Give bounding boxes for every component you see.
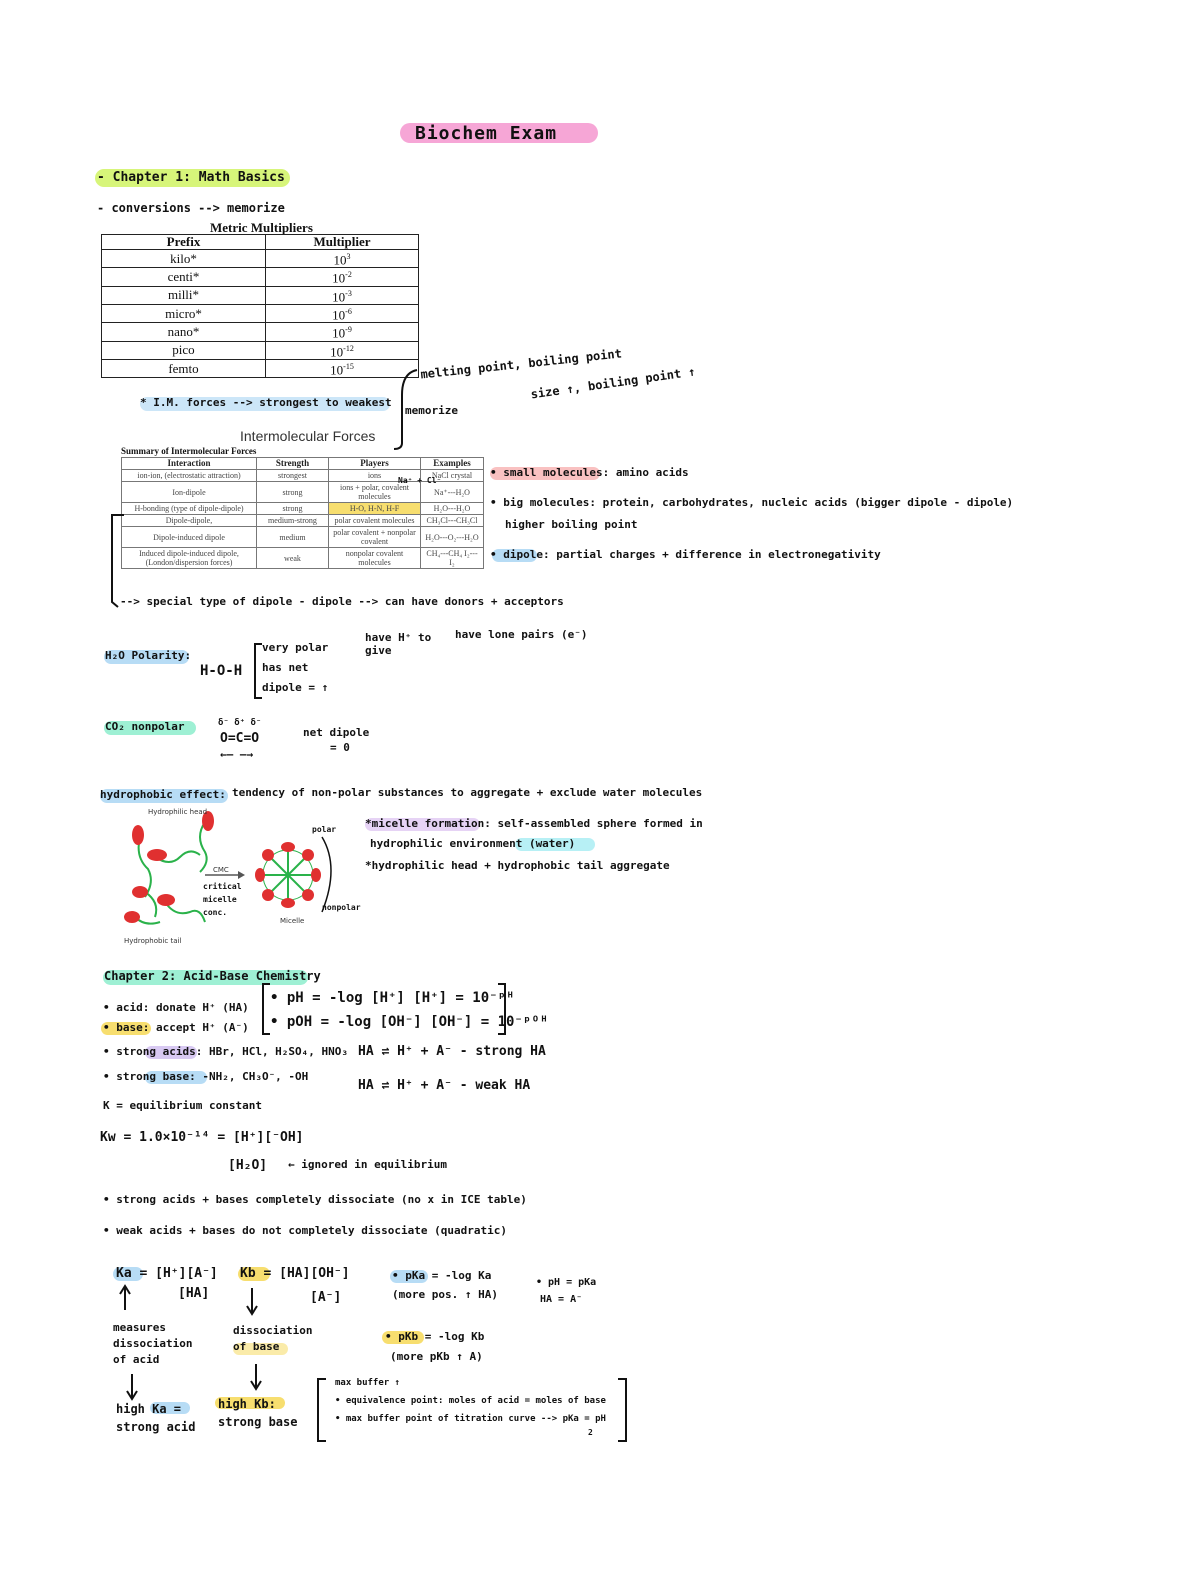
strong-dissociate: • strong acids + bases completely dissociate (no x in ICE table)	[103, 1193, 527, 1206]
imf-table	[121, 457, 484, 569]
ka-formula: Ka = [H⁺][A⁻]	[116, 1266, 218, 1281]
metric-base: 10	[332, 325, 346, 341]
note-small-molecules: • small molecules: amino acids	[490, 466, 689, 479]
imf-interaction: Dipole-dipole,	[122, 515, 257, 527]
metric-header-prefix: Prefix	[102, 235, 266, 250]
kb-formula: Kb = [HA][OH⁻]	[240, 1266, 350, 1281]
micelle-side-bracket	[322, 837, 331, 912]
metric-base: 10	[332, 270, 346, 286]
ph-bracket	[258, 980, 518, 1040]
h2o-note-3: dipole = ↑	[262, 681, 329, 694]
metric-prefix: micro*	[102, 304, 266, 322]
metric-base: 10	[330, 362, 344, 378]
metric-exponent: -6	[345, 306, 352, 316]
co2-note-1: net dipole	[303, 726, 370, 739]
metric-multiplier	[266, 250, 419, 268]
buffer-note-3b: 2	[588, 1428, 593, 1437]
buffer-note-2: • equivalence point: moles of acid = moles of base	[335, 1396, 606, 1406]
co2-label: CO₂ nonpolar	[105, 720, 185, 733]
imf-right-note-1: melting point, boiling point	[419, 346, 623, 382]
imf-header-examples: Examples	[421, 458, 484, 470]
metric-caption: Metric Multipliers	[210, 220, 313, 235]
base-def: • base: accept H⁺ (A⁻)	[103, 1021, 249, 1034]
co2-note-2: = 0	[330, 741, 350, 754]
ch1-heading: - Chapter 1: Math Basics	[97, 170, 285, 185]
cmc-label: CMC	[213, 866, 229, 874]
imf-caption: Summary of Intermolecular Forces	[121, 446, 257, 456]
imf-players: H-O, H-N, H-F	[329, 503, 421, 515]
metric-row	[102, 286, 419, 304]
head-label: Hydrophilic head	[148, 808, 208, 816]
metric-header-multiplier: Multiplier	[266, 235, 419, 250]
donor-note: have H⁺ to give	[365, 631, 432, 657]
imf-row	[122, 503, 484, 515]
imf-interaction: Ion-dipole	[122, 482, 257, 503]
imf-interaction: Dipole-induced dipole	[122, 527, 257, 548]
micelle-label: Micelle	[280, 917, 305, 925]
cmc-arrowhead	[238, 871, 245, 879]
strong-acids: • strong acids: HBr, HCl, H₂SO₄, HNO₃	[103, 1045, 349, 1058]
note-higher-boiling: higher boiling point	[505, 518, 638, 531]
equilibrium-strong: HA ⇌ H⁺ + A⁻ - strong HA	[358, 1044, 546, 1059]
nacl-note: Na⁺ + Cl⁻	[398, 476, 442, 485]
poh-formula: • pOH = -log [OH⁻] [OH⁻] = 10⁻ᵖᴼᴴ	[270, 1014, 549, 1030]
metric-base: 10	[332, 307, 346, 323]
imf-header-interaction: Interaction	[122, 458, 257, 470]
imf-interaction: Induced dipole-induced dipole, (London/dispersion forces)	[122, 548, 257, 569]
co2-arrows: ←— —→	[220, 748, 254, 761]
imf-interaction: H-bonding (type of dipole-dipole)	[122, 503, 257, 515]
pka-eq-2: HA = A⁻	[540, 1294, 583, 1305]
cmc-note: critical micelle conc.	[203, 882, 242, 917]
kw-ignored: ← ignored in equilibrium	[288, 1158, 447, 1171]
imf-examples: H₂O---H₂O	[421, 503, 484, 515]
polar-label: polar	[312, 825, 337, 834]
imf-header-strength: Strength	[257, 458, 329, 470]
equilibrium-weak: HA ⇌ H⁺ + A⁻ - weak HA	[358, 1078, 531, 1093]
page-title: Biochem Exam	[415, 123, 558, 144]
tail-label: Hydrophobic tail	[124, 937, 182, 945]
metric-row	[102, 323, 419, 341]
ka-denominator: [HA]	[178, 1286, 210, 1301]
metric-prefix: centi*	[102, 268, 266, 286]
metric-multiplier	[266, 323, 419, 341]
conversions-note: - conversions --> memorize	[97, 201, 285, 215]
hydrophobic-label: hydrophobic effect:	[100, 788, 226, 801]
imf-note: * I.M. forces --> strongest to weakest	[140, 396, 392, 409]
metric-row	[102, 341, 419, 359]
high-kb: high Kb: strong base	[218, 1397, 298, 1429]
imf-title: Intermolecular Forces	[240, 428, 376, 444]
metric-exponent: 3	[346, 252, 351, 261]
metric-exponent: -2	[345, 270, 352, 280]
imf-row	[122, 515, 484, 527]
imf-examples: H₂O---O₂---H₂O	[421, 527, 484, 548]
h2o-formula: H-O-H	[200, 663, 243, 679]
pkb-note: (more pKb ↑ A)	[390, 1350, 483, 1363]
micelle-note-3: *hydrophilic head + hydrophobic tail aggregate	[365, 859, 670, 872]
metric-prefix: femto	[102, 359, 266, 377]
micelle-note-1: *micelle formation: self-assembled sphere formed in	[365, 817, 703, 830]
co2-formula: O=C=O	[220, 731, 260, 746]
kb-denominator: [A⁻]	[310, 1290, 342, 1305]
imf-players: polar covalent molecules	[329, 515, 421, 527]
head-1	[132, 825, 144, 845]
head-4	[132, 886, 148, 898]
imf-interaction: ion-ion, (electrostatic attraction)	[122, 470, 257, 482]
kw-equation: Kw = 1.0×10⁻¹⁴ = [H⁺][⁻OH]	[100, 1130, 304, 1145]
metric-row	[102, 304, 419, 322]
kw-denominator: [H₂O]	[228, 1158, 268, 1173]
imf-row	[122, 527, 484, 548]
buffer-note-1: max buffer ↑	[335, 1378, 401, 1388]
metric-row	[102, 359, 419, 377]
imf-strength: strong	[257, 503, 329, 515]
ka-measure: measures dissociation of acid	[113, 1321, 193, 1366]
kb-measure: dissociation of base	[233, 1324, 313, 1353]
buffer-note-3: • max buffer point of titration curve --> pKa = pH	[335, 1414, 606, 1424]
metric-base: 10	[330, 343, 344, 359]
imf-strength: strongest	[257, 470, 329, 482]
imf-players: ions	[329, 470, 421, 482]
co2-charges: δ⁻ δ⁺ δ⁻	[218, 718, 262, 728]
pka-formula: • pKa = -log Ka	[392, 1269, 492, 1282]
metric-row	[102, 268, 419, 286]
imf-examples: CH₃Cl---CH₃Cl	[421, 515, 484, 527]
metric-exponent: -3	[345, 288, 352, 298]
pka-eq: • pH = pKa	[536, 1277, 597, 1288]
strong-bases: • strong base: -NH₂, CH₃O⁻, -OH	[103, 1070, 309, 1083]
metric-exponent: -12	[343, 343, 354, 353]
metric-prefix: pico	[102, 341, 266, 359]
imf-memorize: memorize	[405, 404, 458, 417]
pkb-formula: • pKb = -log Kb	[385, 1330, 485, 1343]
pka-note: (more pos. ↑ HA)	[392, 1288, 498, 1301]
metric-multiplier	[266, 304, 419, 322]
imf-players: ions + polar, covalent molecules	[329, 482, 421, 503]
h2o-note-2: has net	[262, 661, 309, 674]
micelle-sphere	[255, 842, 321, 908]
high-ka: high Ka = strong acid	[116, 1402, 196, 1434]
hbond-note: --> special type of dipole - dipole --> can have donors + acceptors	[120, 595, 564, 608]
imf-header-players: Players	[329, 458, 421, 470]
k-def: K = equilibrium constant	[103, 1099, 262, 1112]
imf-row	[122, 548, 484, 569]
head-2	[147, 849, 167, 861]
imf-strength: medium-strong	[257, 515, 329, 527]
imf-strength: weak	[257, 548, 329, 569]
ph-formula: • pH = -log [H⁺] [H⁺] = 10⁻ᵖᴴ	[270, 990, 515, 1006]
h2o-note-1: very polar	[262, 641, 329, 654]
metric-exponent: -9	[345, 325, 352, 335]
hydrophobic-text: tendency of non-polar substances to aggregate + exclude water molecules	[232, 786, 703, 799]
metric-base: 10	[332, 288, 346, 304]
imf-examples: Na⁺---H₂O	[421, 482, 484, 503]
nonpolar-label: nonpolar	[322, 903, 361, 912]
metric-table	[101, 234, 419, 378]
ch2-heading: Chapter 2: Acid-Base Chemistry	[104, 969, 321, 983]
surfactant-molecules	[135, 822, 207, 924]
acceptor-note: have lone pairs (e⁻)	[455, 628, 588, 641]
weak-dissociate: • weak acids + bases do not completely dissociate (quadratic)	[103, 1224, 507, 1237]
h2o-label: H₂O Polarity:	[105, 649, 192, 662]
head-5	[157, 894, 175, 906]
metric-prefix: milli*	[102, 286, 266, 304]
imf-examples: NaCl crystal	[421, 470, 484, 482]
acid-def: • acid: donate H⁺ (HA)	[103, 1001, 249, 1014]
note-dipole: • dipole: partial charges + difference in electronegativity	[490, 548, 881, 561]
imf-players: nonpolar covalent molecules	[329, 548, 421, 569]
imf-players: polar covalent + nonpolar covalent	[329, 527, 421, 548]
note-big-molecules: • big molecules: protein, carbohydrates, nucleic acids (bigger dipole - dipole)	[490, 496, 1014, 509]
imf-right-note-2: size ↑, boiling point ↑	[529, 364, 697, 402]
metric-base: 10	[333, 252, 347, 268]
imf-examples: CH₄---CH₄ I₂---I₂	[421, 548, 484, 569]
metric-prefix: nano*	[102, 323, 266, 341]
metric-multiplier	[266, 341, 419, 359]
imf-strength: medium	[257, 527, 329, 548]
head-6	[124, 911, 140, 923]
metric-exponent: -15	[343, 361, 354, 371]
metric-row	[102, 250, 419, 268]
imf-strength: strong	[257, 482, 329, 503]
micelle-note-2: hydrophilic environment (water)	[370, 837, 576, 850]
metric-prefix: kilo*	[102, 250, 266, 268]
metric-multiplier	[266, 286, 419, 304]
metric-multiplier	[266, 268, 419, 286]
